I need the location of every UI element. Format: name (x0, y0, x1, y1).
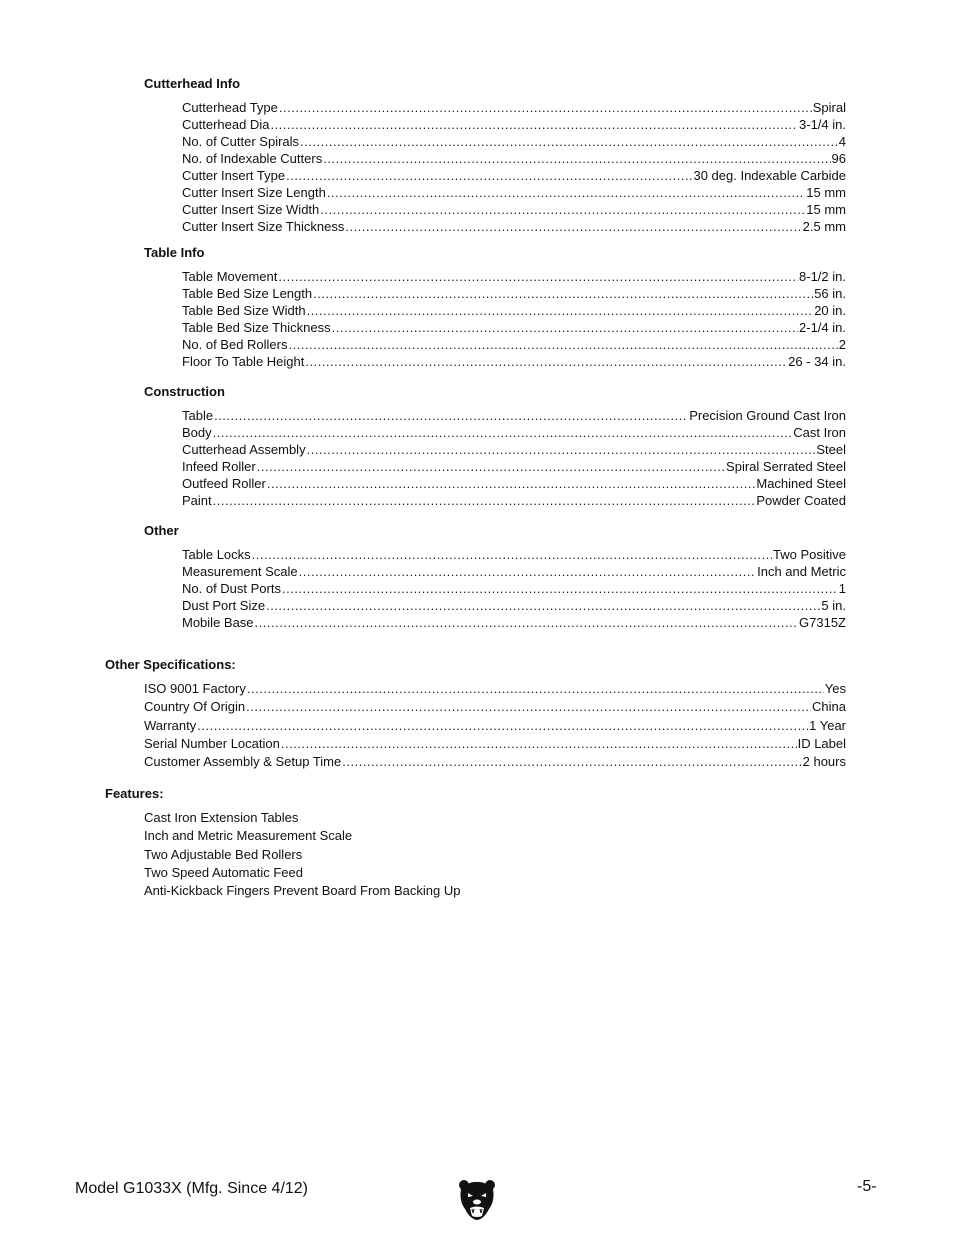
spec-row (182, 184, 846, 201)
spec-row (182, 614, 846, 631)
spec-value: Cast Iron (793, 425, 846, 440)
spec-value: 2 hours (802, 754, 846, 770)
spec-label: Cutter Insert Size Width (182, 202, 320, 217)
spec-label: Measurement Scale (182, 564, 298, 579)
section-heading-other: Other (144, 523, 179, 538)
spec-label: Cutterhead Dia (182, 117, 270, 132)
spec-label: Mobile Base (182, 615, 254, 630)
spec-label: Paint (182, 493, 212, 508)
cutterhead-spec-list (182, 99, 846, 235)
spec-label: No. of Bed Rollers (182, 337, 288, 352)
spec-value: 1 (838, 581, 846, 596)
spec-value: 3-1/4 in. (799, 117, 846, 132)
spec-value: Spiral Serrated Steel (726, 459, 846, 474)
spec-label: No. of Cutter Spirals (182, 134, 300, 149)
features-list (144, 809, 460, 900)
spec-value: 2.5 mm (802, 219, 846, 234)
footer-model-text: Model G1033X (Mfg. Since 4/12) (75, 1180, 309, 1197)
spec-label: ISO 9001 Factory (144, 681, 246, 696)
spec-label: Table Movement (182, 269, 278, 284)
spec-value: Steel (816, 442, 846, 457)
spec-label: Floor To Table Height (182, 354, 305, 369)
spec-label: Table Locks (182, 547, 251, 562)
spec-value: 2-1/4 in. (799, 320, 846, 335)
page-number: -5- (857, 1178, 877, 1195)
other-spec-list (182, 546, 846, 631)
spec-row (182, 546, 846, 563)
spec-row (182, 218, 846, 235)
spec-value: 8-1/2 in. (799, 269, 846, 284)
section-heading-features: Features: (105, 786, 164, 801)
spec-row (182, 167, 846, 184)
section-heading-construction: Construction (144, 384, 225, 399)
construction-spec-list (182, 407, 846, 509)
spec-value: G7315Z (799, 615, 846, 630)
spec-label: Warranty (144, 717, 197, 733)
spec-row (182, 116, 846, 133)
other-specifications-list (144, 680, 846, 771)
spec-value: Two Positive (773, 547, 846, 562)
spec-row (182, 475, 846, 492)
spec-value: Inch and Metric (757, 564, 846, 579)
feature-item: Inch and Metric Measurement Scale (144, 828, 353, 844)
spec-label: Cutter Insert Type (182, 168, 286, 183)
spec-row (182, 424, 846, 441)
feature-item: Anti-Kickback Fingers Prevent Board From Backing Up (144, 883, 461, 899)
spec-row (182, 319, 846, 336)
spec-value: 15 mm (806, 202, 846, 217)
spec-value: 4 (838, 134, 846, 149)
spec-label: Country Of Origin (144, 699, 246, 715)
spec-value: 2 (838, 337, 846, 352)
spec-value: 96 (831, 151, 846, 166)
spec-row (182, 285, 846, 302)
spec-label: Cutterhead Type (182, 100, 278, 115)
spec-value: 1 Year (809, 717, 846, 733)
spec-row (182, 99, 846, 116)
spec-row (182, 150, 846, 167)
spec-row (182, 563, 846, 580)
spec-value: 30 deg. Indexable Carbide (693, 168, 846, 183)
spec-label: Table Bed Size Thickness (182, 320, 331, 335)
spec-row (182, 133, 846, 150)
spec-row (182, 336, 846, 353)
spec-row (144, 717, 846, 735)
spec-row (182, 441, 846, 458)
spec-row (182, 492, 846, 509)
spec-value: 15 mm (806, 185, 846, 200)
spec-row (182, 458, 846, 475)
spec-row (144, 753, 846, 771)
spec-value: Spiral (812, 100, 846, 115)
spec-value: Powder Coated (756, 493, 846, 508)
spec-value: China (812, 699, 846, 715)
spec-row (182, 597, 846, 614)
bear-head-icon (457, 1177, 497, 1221)
spec-value: 5 in. (821, 598, 846, 613)
section-heading-table-info: Table Info (144, 245, 205, 260)
spec-label: Infeed Roller (182, 459, 256, 474)
feature-item: Two Speed Automatic Feed (144, 864, 303, 880)
spec-label: No. of Indexable Cutters (182, 151, 323, 166)
spec-label: Table Bed Size Width (182, 303, 306, 318)
spec-row (182, 353, 846, 370)
spec-label: Cutter Insert Size Thickness (182, 219, 345, 234)
spec-label: Table (182, 408, 214, 423)
spec-row (182, 201, 846, 218)
spec-label: Cutterhead Assembly (182, 442, 306, 457)
spec-value: Yes (824, 681, 846, 696)
section-heading-cutterhead: Cutterhead Info (144, 76, 241, 91)
spec-row (144, 735, 846, 753)
spec-label: Table Bed Size Length (182, 286, 313, 301)
spec-row (182, 302, 846, 319)
spec-row (182, 407, 846, 424)
table-info-spec-list (182, 268, 846, 370)
spec-label: No. of Dust Ports (182, 581, 281, 596)
spec-row (182, 580, 846, 597)
spec-value: 26 - 34 in. (788, 354, 846, 369)
spec-label: Body (182, 425, 212, 440)
spec-row (182, 268, 846, 285)
spec-value: ID Label (797, 735, 846, 751)
spec-value: 20 in. (814, 303, 846, 318)
spec-label: Customer Assembly & Setup Time (144, 754, 342, 770)
spec-row (144, 680, 846, 698)
spec-value: Precision Ground Cast Iron (689, 408, 846, 423)
spec-label: Outfeed Roller (182, 476, 266, 491)
section-heading-other-specifications: Other Specifications: (105, 657, 236, 672)
spec-label: Dust Port Size (182, 598, 266, 613)
spec-label: Cutter Insert Size Length (182, 185, 326, 200)
feature-item: Two Adjustable Bed Rollers (144, 846, 303, 862)
spec-row (144, 698, 846, 716)
spec-value: 56 in. (814, 286, 846, 301)
spec-value: Machined Steel (756, 476, 846, 491)
feature-item: Cast Iron Extension Tables (144, 810, 299, 825)
spec-label: Serial Number Location (144, 735, 280, 751)
